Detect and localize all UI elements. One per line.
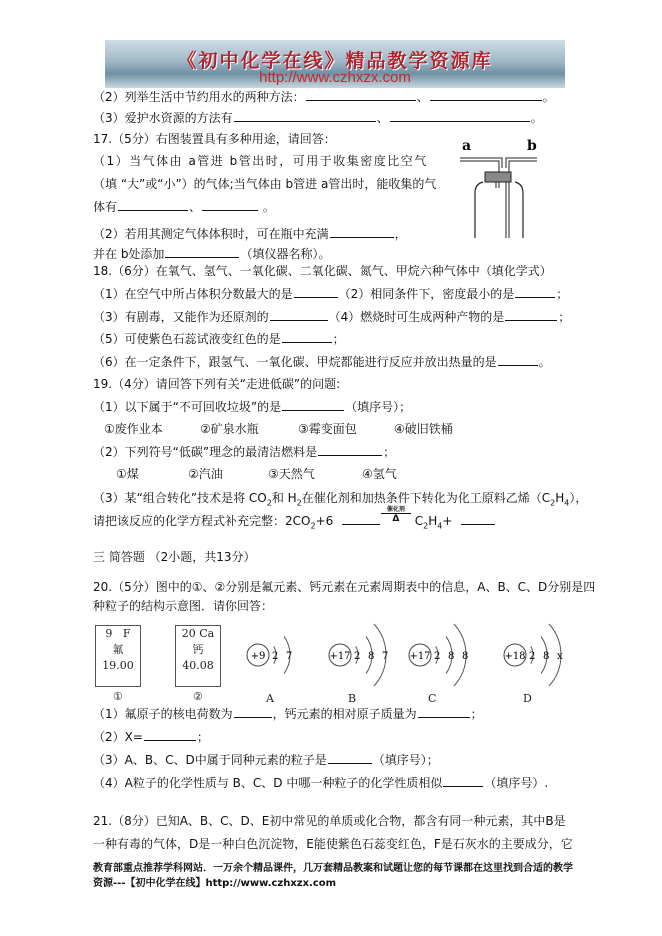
- option: ①废作业本: [104, 422, 163, 436]
- element-name: 氟: [112, 643, 124, 656]
- text: （填序号）.: [484, 776, 549, 790]
- text: （1）在空气中所占体积分数最大的是: [93, 287, 293, 301]
- gas-bottle-diagram: [455, 138, 555, 238]
- electron-count: 2: [434, 651, 441, 662]
- q20-p4: [93, 774, 548, 791]
- text: （填序号）；: [345, 400, 412, 414]
- q19-equation: [93, 506, 496, 534]
- option: ④破旧铁桶: [394, 422, 453, 436]
- element-symbol: F: [122, 627, 131, 640]
- answer-blank: [505, 308, 557, 321]
- answer-blank: [498, 353, 538, 366]
- tube-a-label: a: [462, 138, 472, 154]
- text: （2）下列符号“低碳”理念的最清洁燃料是: [93, 445, 318, 459]
- element-header: [96, 626, 140, 642]
- periodic-element-card: [175, 625, 221, 687]
- text: 并在 b处添加: [93, 247, 165, 261]
- electron-count: 8: [368, 651, 375, 662]
- atomic-mass: 40.08: [182, 659, 214, 672]
- answer-blank: [430, 88, 542, 101]
- text: 4: [564, 498, 570, 508]
- answer-blank: [118, 198, 188, 211]
- q17-p1c: [93, 198, 275, 215]
- text: （6）在一定条件下，跟氢气、一氧化碳、甲烷都能进行反应并放出热量的是: [93, 355, 497, 369]
- footer-line1: 教育部重点推荐学科网站．一万余个精品课件，几万套精品教案和试题让您的每节课都在这里找到合适的教学: [93, 863, 573, 874]
- text: （1）氟原子的核电荷数为: [93, 707, 233, 721]
- text: （填序号）；: [372, 753, 439, 767]
- text: ；: [196, 730, 209, 744]
- text: ；: [556, 287, 569, 301]
- text: 和 H: [271, 491, 297, 505]
- text: （4）燃烧时可生成两种产物的是: [328, 310, 505, 324]
- q17-p1a: （1）当气体由 a管进 b管出时，可用于收集密度比空气: [93, 154, 428, 168]
- element-name: 钙: [192, 643, 204, 656]
- text: 。: [542, 90, 555, 104]
- atomic-number: 9: [105, 627, 113, 640]
- option: ②汽油: [188, 467, 223, 481]
- answer-blank: [306, 88, 416, 101]
- electron-count: 8: [462, 651, 469, 662]
- electron-count: 8: [543, 651, 550, 662]
- text: （3）爱护水资源的方法有: [93, 111, 233, 125]
- text: 、: [376, 111, 389, 125]
- text: 、: [189, 200, 202, 214]
- text: （2）列举生活中节约用水的两种方法：: [93, 90, 305, 104]
- option: ①煤: [116, 467, 139, 481]
- text: 。: [262, 200, 275, 214]
- option: ③霉变面包: [298, 422, 357, 436]
- text: ；: [383, 445, 396, 459]
- text: 2: [266, 498, 272, 508]
- particle-label: C: [428, 692, 437, 705]
- answer-blank: [418, 705, 470, 718]
- answer-blank: [165, 245, 239, 258]
- option: ④氢气: [362, 467, 397, 481]
- q17-p2a: [93, 225, 407, 242]
- q18-p3-p4: [93, 308, 570, 325]
- element-card-label: ②: [193, 690, 203, 703]
- answer-blank: [234, 109, 376, 122]
- q17-p2b: [93, 245, 330, 262]
- q18-p6: [93, 353, 551, 370]
- answer-blank: [294, 285, 338, 298]
- q18-p1-p2: [93, 285, 568, 302]
- electron-count: 7: [286, 651, 293, 662]
- q19-p3: [93, 490, 587, 511]
- text: （5）可使紫色石蕊试液变红色的是: [93, 332, 281, 346]
- electron-count: x: [557, 651, 563, 662]
- q19-title: 19.（4分）请回答下列有关“走进低碳”的问题:: [93, 377, 341, 391]
- answer-blank: [342, 512, 380, 525]
- atomic-number: 20: [181, 627, 196, 640]
- electron-count: 8: [448, 651, 455, 662]
- answer-blank: [202, 198, 258, 211]
- answer-blank: [330, 225, 394, 238]
- q20-p3: [93, 751, 439, 768]
- text: ），: [569, 491, 588, 505]
- text: ，: [394, 227, 407, 241]
- particle-structure-diagram: [238, 617, 328, 697]
- element-header: [176, 626, 220, 642]
- particle-structure-diagram: [495, 617, 585, 697]
- text: 2: [423, 521, 429, 531]
- text: +6: [315, 514, 334, 528]
- q21-line1: 21.（8分）已知A、B、C、D、E初中常见的单质或化合物，都含有同一种元素，其中B是: [93, 814, 566, 828]
- text: （2）相同条件下，密度最小的是: [338, 287, 515, 301]
- q19-options2: [116, 466, 397, 482]
- text: C: [414, 514, 424, 528]
- heat-symbol: Δ: [392, 514, 400, 524]
- particle-structure-diagram: [320, 617, 410, 697]
- q16-part3: [93, 109, 543, 126]
- text: 。: [530, 111, 543, 125]
- answer-blank: [234, 705, 272, 718]
- text: （填仪器名称）。: [240, 247, 331, 261]
- text: H: [428, 514, 438, 528]
- q19-p1: [93, 398, 411, 415]
- q21-line2: 一种有毒的气体，D是一种白色沉淀物，E能使紫色石蕊变红色，F是石灰水的主要成分，它: [93, 837, 573, 851]
- electron-count: 2: [272, 651, 279, 662]
- answer-blank: [515, 285, 555, 298]
- electron-count: 2: [354, 651, 361, 662]
- text: （3）某“组合转化”技术是将 CO: [93, 491, 267, 505]
- text: ，钙元素的相对原子质量为: [272, 707, 417, 721]
- q18-title: 18.（6分）在氧气、氢气、一氧化碳、二氧化碳、氮气、甲烷六种气体中（填化学式）: [93, 264, 552, 278]
- nuclear-charge: +17: [329, 651, 351, 662]
- element-card-label: ①: [113, 690, 123, 703]
- q17-p1b: （填 “大”或“小”）的气体;当气体由 b管进 a管出时，能收集的气: [93, 177, 437, 191]
- particle-label: D: [523, 692, 532, 705]
- answer-blank: [328, 751, 372, 764]
- text: ；: [470, 707, 483, 721]
- q19-p2: [93, 443, 395, 460]
- text: 2: [296, 498, 302, 508]
- nuclear-charge: +17: [409, 651, 431, 662]
- text: 请把该反应的化学方程式补充完整：2CO: [93, 514, 311, 528]
- section-3-title: 三 简答题 （2小题，共13分）: [93, 550, 256, 564]
- answer-blank: [390, 109, 530, 122]
- answer-blank: [144, 728, 196, 741]
- text: 4: [437, 521, 443, 531]
- text: 在催化剂和加热条件下转化为化工原料乙烯（C: [301, 491, 551, 505]
- banner-title: 《初中化学在线》精品教学资源库: [177, 50, 493, 72]
- text: 体有: [93, 200, 118, 214]
- text: 、: [416, 90, 429, 104]
- text: （3）A、B、C、D中属于同种元素的粒子是: [93, 753, 327, 767]
- particle-label: B: [348, 692, 357, 705]
- catalyst-label: 催化剂: [381, 506, 411, 514]
- text: +: [442, 514, 453, 528]
- answer-blank: [318, 443, 382, 456]
- reaction-condition: [381, 506, 411, 524]
- text: H: [555, 491, 565, 505]
- text: 。: [538, 355, 551, 369]
- option: ③天然气: [268, 467, 315, 481]
- text: 2: [550, 498, 556, 508]
- answer-blank: [461, 512, 495, 525]
- q19-options1: [104, 421, 453, 437]
- text: （4）A粒子的化学性质与 B、C、D 中哪一种粒子的化学性质相似: [93, 776, 443, 790]
- q18-p5: [93, 330, 345, 347]
- text: （3）有剧毒，又能作为还原剂的: [93, 310, 269, 324]
- text: ；: [332, 332, 345, 346]
- particle-label: A: [266, 692, 274, 705]
- answer-blank: [443, 774, 483, 787]
- atomic-mass: 19.00: [102, 659, 134, 672]
- text: （1）以下属于“不可回收垃圾”的是: [93, 400, 282, 414]
- site-banner: [105, 40, 565, 88]
- q20-p1: [93, 705, 483, 722]
- particle-structure-diagram: [400, 617, 490, 697]
- answer-blank: [282, 330, 332, 343]
- text: （2）X=: [93, 730, 143, 744]
- answer-blank: [270, 308, 328, 321]
- tube-b-label: b: [527, 138, 537, 154]
- answer-blank: [282, 398, 344, 411]
- q20-p2: [93, 728, 209, 745]
- nuclear-charge: +9: [250, 651, 266, 662]
- electron-count: 2: [529, 651, 536, 662]
- q17-title: 17.（5分）右图装置具有多种用途，请回答：: [93, 132, 336, 146]
- q20-title-line1: 20.（5分）图中的①、②分别是氟元素、钙元素在元素周期表中的信息，A、B、C、D分别是四: [93, 580, 596, 594]
- element-symbol: Ca: [199, 627, 215, 640]
- text: ；: [558, 310, 571, 324]
- q20-title-line2: 种粒子的结构示意图．请你回答：: [93, 599, 274, 613]
- electron-count: 7: [382, 651, 389, 662]
- banner-url: http://www.czhxzx.com: [259, 69, 411, 86]
- text: （2）若用其测定气体体积时，可在瓶中充满: [93, 227, 329, 241]
- footer-line2: 资源---【初中化学在线】http://www.czhxzx.com: [93, 878, 337, 889]
- text: 2: [310, 521, 316, 531]
- q16-part2: [93, 88, 555, 105]
- nuclear-charge: +18: [504, 651, 526, 662]
- option: ②矿泉水瓶: [200, 422, 259, 436]
- periodic-element-card: [95, 625, 141, 687]
